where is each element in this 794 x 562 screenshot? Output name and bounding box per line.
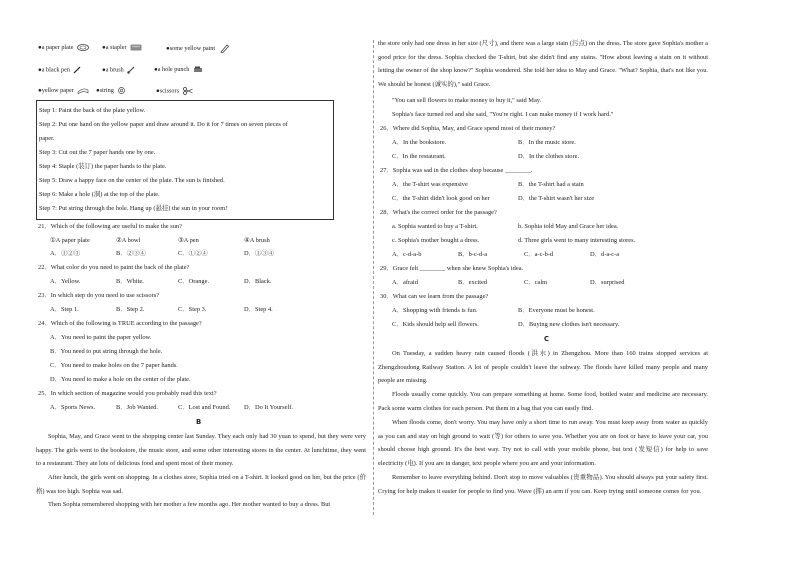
passage-b-sophia-line: Sophia's face turned red and she said, "You're right. I can make money if I work hard." [392, 111, 614, 118]
plate-icon [77, 44, 89, 51]
step-4: Step 4: Staple (装订) the paper hands to the plate. [39, 163, 167, 170]
material-plate: ●a paper plate [38, 44, 89, 51]
q21-item-3: ③A pen [178, 237, 199, 244]
q28-option-c[interactable]: C．a-c-b-d [524, 251, 554, 258]
q27-option-b[interactable]: B．the T-shirt had a stain [518, 181, 584, 188]
q30-option-d[interactable]: D．Buying new clothes isn't necessary. [518, 321, 620, 328]
q24-option-b[interactable]: B．You need to put string through the hole. [50, 348, 163, 355]
passage-b-para-1: Sophia, May, and Grace went to the shopping center last Sunday. They each only had 30 yuan to spend, but they were very happy. The girls went to the bookstore, the music store, and some other interesting stores in the center. At lunchtime, they went to a restaurant. They ate lots of delicious food and spent most of their money. [36, 433, 366, 468]
q29-option-a[interactable]: A．afraid [392, 279, 418, 286]
section-b-heading: B [196, 418, 202, 426]
q22-option-b[interactable]: B．White. [116, 278, 144, 285]
q25-option-d[interactable]: D．Do It Yourself. [244, 404, 293, 411]
q21-item-1: ①A paper plate [50, 237, 90, 244]
scissors-icon [183, 87, 193, 95]
passage-c-para-1: On Tuesday, a sudden heavy rain caused floods (洪水) in Zhengzhou. More than 160 trains stopped services at Zhengzhoudong Railway Station. A lot of people couldn't leave the subway. The floods have killed many people and many people are missing. [378, 350, 708, 385]
q23-option-a[interactable]: A．Step 1. [50, 306, 79, 313]
section-c-heading: C [544, 335, 549, 343]
passage-b-para-2: After lunch, the girls went on shopping. In a clothes store, Sophia tried on a T-shirt. It looked good on her, but the price (价格) was too high. Sophia was sad. [36, 474, 366, 495]
step-7: Step 7: Put string through the hole. Hang up (悬挂) the sun in your room! [39, 205, 228, 212]
q21-item-2: ②A bowl [116, 237, 141, 244]
q24-option-c[interactable]: C．You need to make holes on the 7 paper hands. [50, 362, 178, 369]
q24-option-a[interactable]: A．You need to paint the paper yellow. [50, 334, 152, 341]
q25-stem: 25．In which section of magazine would you probably read this text? [38, 390, 217, 397]
q25-option-b[interactable]: B．Job Wanted. [116, 404, 158, 411]
q28-option-b[interactable]: B．b-c-d-a [458, 251, 488, 258]
string-icon [117, 87, 126, 94]
q22-stem: 22．What color do you need to paint the back of the plate? [38, 264, 190, 271]
passage-c-para-4: Remember to leave everything behind. Don't stop to move valuables (贵重物品). You should always put your safety first. Crying for help makes it easier for people to find you. Wave (挥) an arm if you can. Keep trying until someone comes for you. [378, 474, 708, 495]
q23-option-c[interactable]: C．Step 3. [178, 306, 207, 313]
q22-option-d[interactable]: D．Black. [244, 278, 272, 285]
passage-b-para-3: Then Sophia remembered shopping with her mother a few months ago. Her mother wanted to buy a dress. But [48, 501, 331, 508]
q22-option-c[interactable]: C．Orange. [178, 278, 210, 285]
stapler-icon [130, 44, 142, 51]
material-hole-punch: ●a hole punch [154, 66, 203, 73]
material-string: ●string [96, 87, 126, 94]
steps-box [36, 100, 334, 220]
q29-stem: 29．Grace felt ________ when she knew Sophia's idea. [380, 265, 524, 272]
q28-item-c: c. Sophia's mother bought a dress. [392, 237, 480, 244]
q23-option-b[interactable]: B．Step 2. [116, 306, 145, 313]
passage-c-para-3: When floods come, don't worry. You may have only a short time to run away. You must keep away from water as quickly as you can and stay on high ground to wait (等) for others to save you. Whether you are on foot or have to leave your car, you should choose high ground. It's the best way. Try not to call with your mobile phone, but text (发短信) for help to save electricity (电). If you are in danger, text people where you are and your information. [378, 419, 708, 467]
q27-option-d[interactable]: D．the T-shirt wasn't her size [518, 195, 595, 202]
q30-option-b[interactable]: B．Everyone must be honest. [518, 307, 595, 314]
q30-option-a[interactable]: A．Shopping with friends is fun. [392, 307, 478, 314]
q27-option-a[interactable]: A．the T-shirt was expensive [392, 181, 468, 188]
q28-option-a[interactable]: A．c-d-a-b [392, 251, 422, 258]
q29-option-d[interactable]: D．surprised [590, 279, 625, 286]
q23-stem: 23．In which step do you need to use scissors? [38, 292, 160, 299]
q25-option-c[interactable]: C．Lost and Found. [178, 404, 231, 411]
q24-stem: 24．Which of the following is TRUE according to the passage? [38, 320, 202, 327]
q26-option-b[interactable]: B．In the music store. [518, 139, 576, 146]
q28-item-a: a. Sophia wanted to buy a T-shirt. [392, 223, 478, 230]
q27-stem: 27．Sophia was sad in the clothes shop because ________. [380, 167, 533, 174]
q21-option-a[interactable]: A．①②③ [50, 250, 81, 257]
q28-option-d[interactable]: D．d-a-c-a [590, 251, 620, 258]
q28-item-d: d. Three girls went to many interesting stores. [518, 237, 636, 244]
q21-item-4: ④A brush [244, 237, 270, 244]
q22-option-a[interactable]: A．Yellow. [50, 278, 81, 285]
material-brush: ●a brush [102, 66, 135, 74]
material-stapler: ●a stapler [102, 44, 142, 51]
step-5: Step 5: Draw a happy face on the center of the plate. The sun is finished. [39, 177, 225, 184]
q29-option-b[interactable]: B．excited [458, 279, 488, 286]
q21-stem: 21．Which of the following are useful to make the sun? [38, 223, 182, 230]
step-6: Step 6: Make a hole (洞) at the top of the plate. [39, 191, 160, 198]
paint-icon [219, 44, 229, 53]
q23-option-d[interactable]: D．Step 4. [244, 306, 273, 313]
pen-icon [73, 66, 81, 74]
column-divider [373, 40, 374, 515]
passage-c-para-2: Floods usually come quickly. You can prepare something at home. Some food, bottled water and medicine are necessary. Pack some warm clothes for each person. Put them in a bag that you can easily find. [378, 391, 708, 412]
q30-stem: 30．What can we learn from the passage? [380, 293, 489, 300]
material-paper: ●yellow paper [38, 87, 89, 94]
q25-option-a[interactable]: A．Sports News. [50, 404, 96, 411]
q26-option-a[interactable]: A．In the bookstore. [392, 139, 447, 146]
q28-stem: 28．What's the correct order for the passage? [380, 209, 497, 216]
q26-stem: 26．Where did Sophia, May, and Grace spend most of their money? [380, 125, 556, 132]
material-scissors: ●scissors [156, 87, 193, 95]
step-1: Step 1: Paint the back of the plate yellow. [39, 107, 146, 114]
q30-option-c[interactable]: C．Kids should help sell flowers. [392, 321, 479, 328]
q21-option-c[interactable]: C．①②④ [178, 250, 208, 257]
material-paint: ●some yellow paint [166, 44, 229, 53]
material-pen: ●a black pen [38, 66, 81, 74]
q28-item-b: b. Sophia told May and Grace her idea. [518, 223, 619, 230]
brush-icon [127, 66, 135, 74]
hole-punch-icon [193, 66, 203, 73]
q21-option-b[interactable]: B．②③④ [116, 250, 146, 257]
q29-option-c[interactable]: C．calm [524, 279, 548, 286]
step-2: Step 2: Put one hand on the yellow paper and draw around it. Do it for 7 times on seven pieces of [39, 121, 288, 128]
q21-option-d[interactable]: D．①③④ [244, 250, 275, 257]
q26-option-c[interactable]: C．In the restaurant. [392, 153, 446, 160]
step-2-cont: paper. [39, 135, 55, 142]
step-3: Step 3: Cut out the 7 paper hands one by one. [39, 149, 156, 156]
q27-option-c[interactable]: C．the T-shirt didn't look good on her [392, 195, 490, 202]
passage-b-may-line: "You can sell flowers to make money to buy it," said May. [392, 97, 542, 104]
paper-icon [77, 87, 89, 94]
q26-option-d[interactable]: D．In the clothes store. [518, 153, 580, 160]
q24-option-d[interactable]: D．You need to make a hole on the center of the plate. [50, 376, 191, 383]
passage-b-cont: the store only had one dress in her size (尺寸), and there was a large stain (污点) on the dress. The store gave Sophia's mother a good price for the dress. Sophia checked the T-shirt, but she didn't find any stains. "How about leaving a stain on it without letting the owner of the shop know?" Sophia wondered. She told her idea to May and Grace. "What? Sophia, that's not like you. We should be honest (诚实的)," said Grace. [378, 40, 708, 88]
